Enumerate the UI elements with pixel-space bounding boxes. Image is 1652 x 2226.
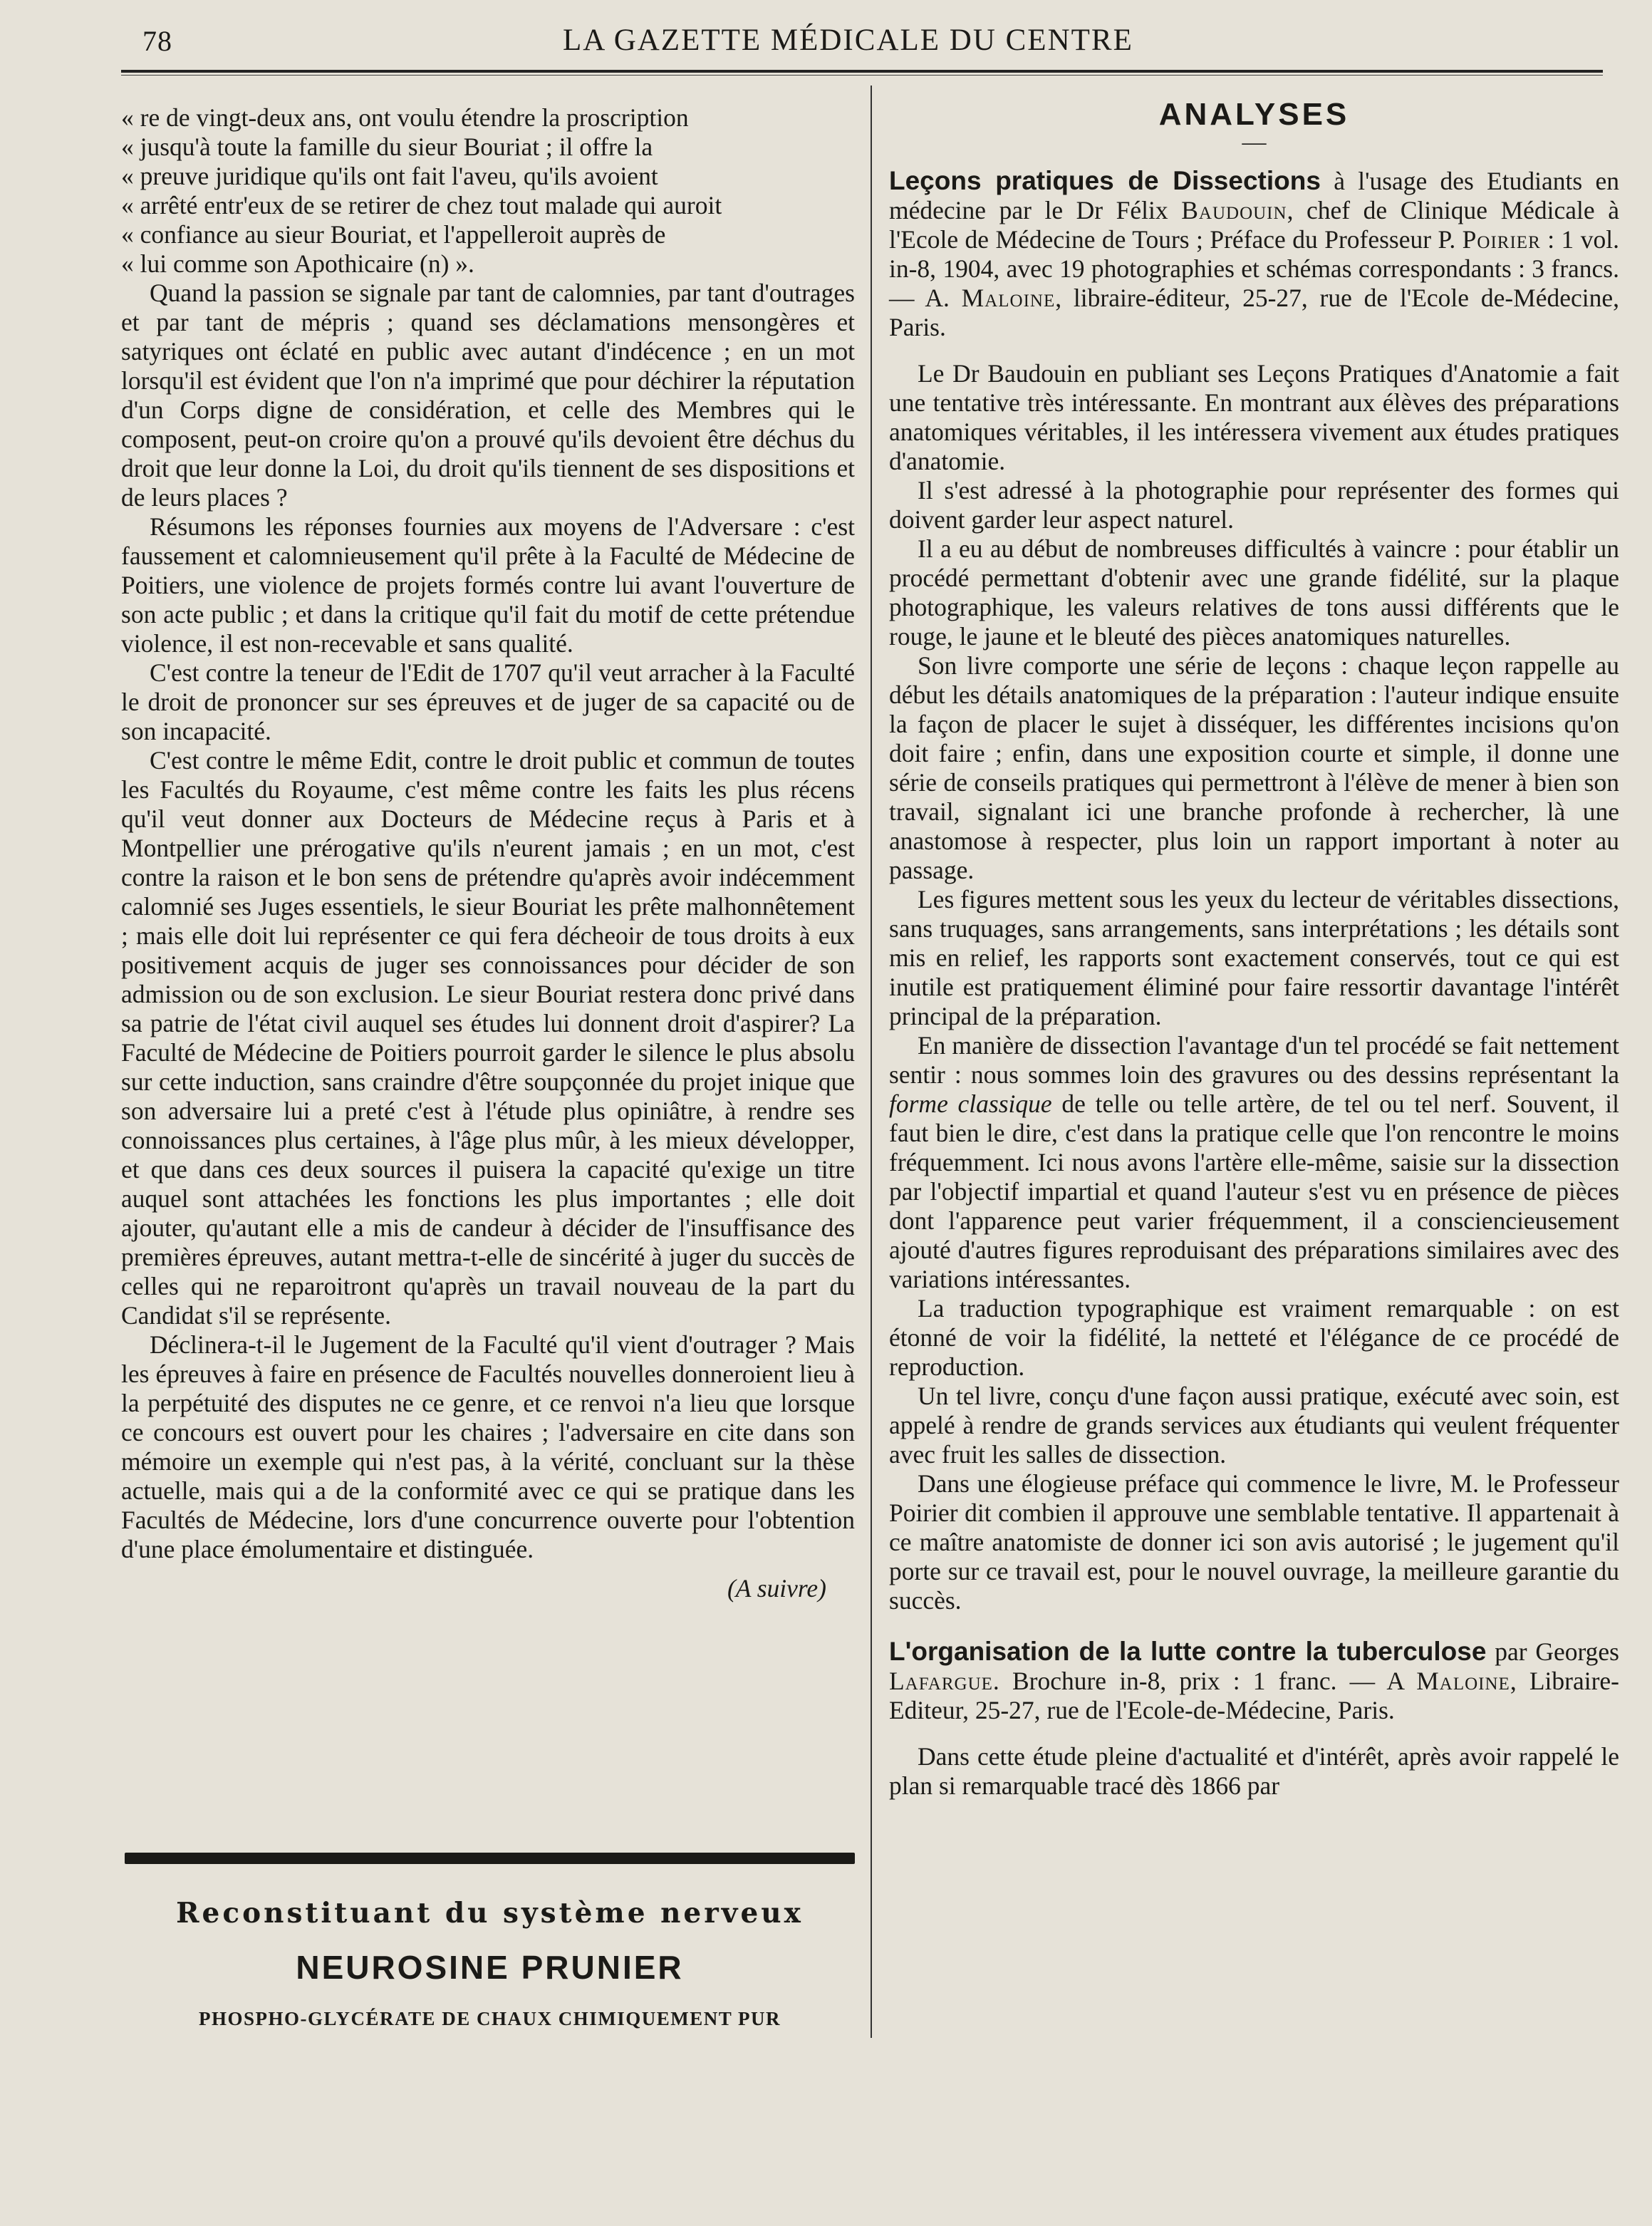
publisher-name: Maloine xyxy=(961,284,1056,312)
quote-line: « re de vingt-deux ans, ont voulu étendre la proscription xyxy=(121,103,689,132)
paragraph: Son livre comporte une série de leçons : chaque leçon rappelle au début les détails anatomiques de la préparation : l'auteur indique ensuite la façon de placer le sujet à disséquer, les différentes incisions qu'on doit faire ; enfin, dans une exposition courte et simple, il donne une série de conseils pratiques qui permettront à l'élève de mener à bien son travail, signalant ici une branche profonde à rechercher, là une anastomose à respecter, plus loin un rapport important à noter au passage. xyxy=(889,651,1619,884)
paragraph: La traduction typographique est vraiment remarquable : on est étonné de voir la fidélité, la netteté et l'élégance de ce procédé de reproduction. xyxy=(889,1294,1619,1381)
italic-term: forme classique xyxy=(889,1089,1052,1118)
publisher-name: Maloine xyxy=(1416,1667,1510,1695)
citation-text: , chef de Clinique Médicale à l'Ecole de Médecine de Tours ; Préface du Professeur P. xyxy=(889,196,1619,254)
ad-subtitle: PHOSPHO-GLYCÉRATE DE CHAUX CHIMIQUEMENT PUR xyxy=(198,2008,781,2029)
paragraph-text: En manière de dissection l'avantage d'un tel procédé se fait nettement sentir : nous sommes loin des gravures ou des dessins représentant la xyxy=(889,1031,1619,1089)
review-heading xyxy=(889,1637,1619,1725)
right-column xyxy=(889,97,1620,1801)
paragraph: Un tel livre, conçu d'une façon aussi pratique, exécuté avec soin, est appelé à rendre de grands services aux étudiants qui veulent fréquenter avec fruit les salles de dissection. xyxy=(889,1382,1619,1469)
preface-author: Poirier xyxy=(1462,225,1541,254)
section-dash: — xyxy=(1242,129,1267,155)
paragraph: C'est contre la teneur de l'Edit de 1707 qu'il veut arracher à la Faculté le droit de prononcer sur ses épreuves et de juger de sa capacité ou de son incapacité. xyxy=(121,658,855,745)
quotation-block xyxy=(121,103,855,279)
section-title: ANALYSES xyxy=(1158,97,1350,132)
ad-product-name: NEUROSINE PRUNIER xyxy=(296,1949,684,1986)
review-separator xyxy=(889,1615,1619,1637)
paragraph: Déclinera-t-il le Jugement de la Faculté qu'il vient d'outrager ? Mais les épreuves à faire en présence de Facultés nouvelles donneroient lieu à la perpétuité des disputes ne ce genre, et ce renvoi n'a lieu que lorsque ce concours est ouvert pour les chaires ; l'adversaire en cite dans son mémoire un exemple qui n'est pas, à la vérité, concluant sur la thèse actuelle, mais qui a de la conformité avec ce qui se pratique dans les Facultés de Médecine, lors d'une concurrence ouverte pour l'obtention d'une place émolumentaire et distinguée. xyxy=(121,1330,855,1563)
paragraph: Le Dr Baudouin en publiant ses Leçons Pratiques d'Anatomie a fait une tentative très intéressante. En montrant aux élèves des préparations anatomiques véritables, il les intéressera vivement aux études pratiques d'anatomie. xyxy=(889,359,1619,475)
quote-line: « jusqu'à toute la famille du sieur Bouriat ; il offre la xyxy=(121,133,653,161)
citation-text: , Libraire-Editeur, 25-27, rue de l'Ecole-de-Médecine, Paris. xyxy=(889,1667,1619,1724)
paragraph: Quand la passion se signale par tant de calomnies, par tant d'outrages et par tant de mépris ; quand ses déclamations mensongères et satyriques ont éclaté en public avec autant d'indécence ; en un mot lorsqu'il est évident que l'on n'a imprimé que pour déchirer la réputation d'un Corps digne de considération, et celle des Membres qui le composent, peut-on croire qu'on a prouvé qu'ils devoient être déchus du droit que leur donne la Loi, du droit qu'ils tiennent de ses dispositions et de leurs places ? xyxy=(121,279,855,512)
review-citation xyxy=(889,166,1619,342)
citation-text: . Brochure in-8, prix : 1 franc. — A xyxy=(992,1667,1417,1695)
paragraph: Les figures mettent sous les yeux du lecteur de véritables dissections, sans truquages, sans arrangements, sans interprétations ; les détails sont mis en relief, les rapports sont exactement conservés, tout ce qui est inutile est pratiquement éliminé pour faire ressortir davantage l'intérêt principal de la préparation. xyxy=(889,885,1619,1030)
header-rule xyxy=(121,70,1603,76)
citation-text: : 1 vol. in-8, 1904, avec 19 photographies et schémas correspondants : 3 francs. — A. xyxy=(889,225,1619,312)
book-title: Leçons pratiques de Dissections xyxy=(889,166,1321,195)
paragraph xyxy=(889,1031,1619,1294)
book-title: L'organisation de la lutte contre la tuberculose xyxy=(889,1637,1487,1666)
paragraph: Dans une élogieuse préface qui commence le livre, M. le Professeur Poirier dit combien il approuve une semblable tentative. Il appartenait à ce maître anatomiste de donner ici son avis autorisé ; le jugement qu'il porte sur ce travail est, pour le nouvel ouvrage, la meilleure garantie du succès. xyxy=(889,1469,1619,1615)
paragraph: Dans cette étude pleine d'actualité et d'intérêt, après avoir rappelé le plan si remarquable tracé dès 1866 par xyxy=(889,1742,1619,1800)
page-number: 78 xyxy=(142,25,172,57)
quote-line: « arrêté entr'eux de se retirer de chez tout malade qui auroit xyxy=(121,191,722,219)
quote-line: « lui comme son Apothicaire (n) ». xyxy=(121,249,474,278)
quote-line: « preuve juridique qu'ils ont fait l'aveu, qu'ils avoient xyxy=(121,162,658,190)
citation-text: par Georges xyxy=(1486,1637,1619,1666)
journal-title: LA GAZETTE MÉDICALE DU CENTRE xyxy=(563,24,1133,57)
left-column xyxy=(121,103,855,1603)
quote-line: « confiance au sieur Bouriat, et l'appelleroit auprès de xyxy=(121,220,666,249)
review-heading xyxy=(889,166,1619,342)
review-citation xyxy=(889,1637,1619,1725)
paragraph: Il a eu au début de nombreuses difficultés à vaincre : pour établir un procédé permettant d'obtenir avec une grande fidélité, sur la plaque photographique, les valeurs relatives de tons aussi différents que le rouge, le jaune et le bleuté des pièces anatomiques naturelles. xyxy=(889,534,1619,651)
running-header xyxy=(142,21,1524,64)
ad-tagline: Reconstituant du système nerveux xyxy=(176,1897,804,1930)
to-be-continued: (A suivre) xyxy=(727,1574,826,1603)
ad-bar xyxy=(125,1853,855,1864)
paragraph-text: de telle ou telle artère, de tel ou tel nerf. Souvent, il faut bien le dire, c'est dans la pratique celle que l'on rencontre le moins fréquemment. Ici nous avons l'artère elle-même, saisie sur la dissection par l'objectif impartial et quand l'auteur s'est vu en présence de pièces dont l'apparence peut varier fréquemment, il a consciencieusement ajouté d'autres figures reproduisant des préparations similaires avec des variations intéressantes. xyxy=(889,1089,1619,1293)
author-name: Baudouin xyxy=(1181,196,1287,224)
paragraph: Il s'est adressé à la photographie pour représenter des formes qui doivent garder leur aspect naturel. xyxy=(889,476,1619,534)
advertisement xyxy=(125,1853,855,2030)
column-divider xyxy=(871,86,872,2038)
paragraph: C'est contre le même Edit, contre le droit public et commun de toutes les Facultés du Royaume, c'est même contre les faits les plus récens qu'il veut donner aux Docteurs de Médecine reçus à Paris et à Montpellier une prérogative qu'ils n'eurent jamais ; en un mot, c'est contre la raison et le bon sens de prétendre qu'après avoir indécemment calomnié ses Juges essentiels, le sieur Bouriat les prête malhonnêtement ; mais elle doit lui représenter ce qui fera décheoir de tous droits à eux positivement acquis de juger ses connoissances pour décider de son admission ou de son exclusion. Le sieur Bouriat restera donc privé dans sa patrie de l'état civil auquel ses études lui donnent droit d'aspirer? La Faculté de Médecine de Poitiers pourroit garder le silence le plus absolu sur cette induction, sans craindre d'être soupçonnée du projet inique que son adversaire lui a preté c'est à l'étude plus opiniâtre, à rendre ses connoissances plus certaines, à l'âge plus mûr, à les mieux développer, et que dans ces deux sources il puisera la capacité qu'exige un titre auquel sont attachées les fonctions les plus importantes ; elle doit ajouter, qu'autant elle a mis de candeur à décider de l'insuffisance des premières épreuves, autant mettra-t-elle de sincérité à juger du succès de celles qui ne reparoitront qu'après un travail nouveau de la part du Candidat s'il se représente. xyxy=(121,746,856,1330)
citation-text: à l'usage des Etudiants en médecine par le Dr Félix xyxy=(889,167,1619,224)
citation-text: , libraire-éditeur, 25-27, rue de l'Ecole de-Médecine, Paris. xyxy=(889,284,1620,341)
author-name: Lafargue xyxy=(889,1667,993,1695)
paragraph: Résumons les réponses fournies aux moyens de l'Adversare : c'est faussement et calomnieusement qu'il prête à la Faculté de Médecine de Poitiers, une violence de projets formés contre lui avant l'ouverture de son acte public ; et dans la critique qu'il fait du motif de cette prétendue violence, il est non-recevable et sans qualité. xyxy=(121,512,855,658)
